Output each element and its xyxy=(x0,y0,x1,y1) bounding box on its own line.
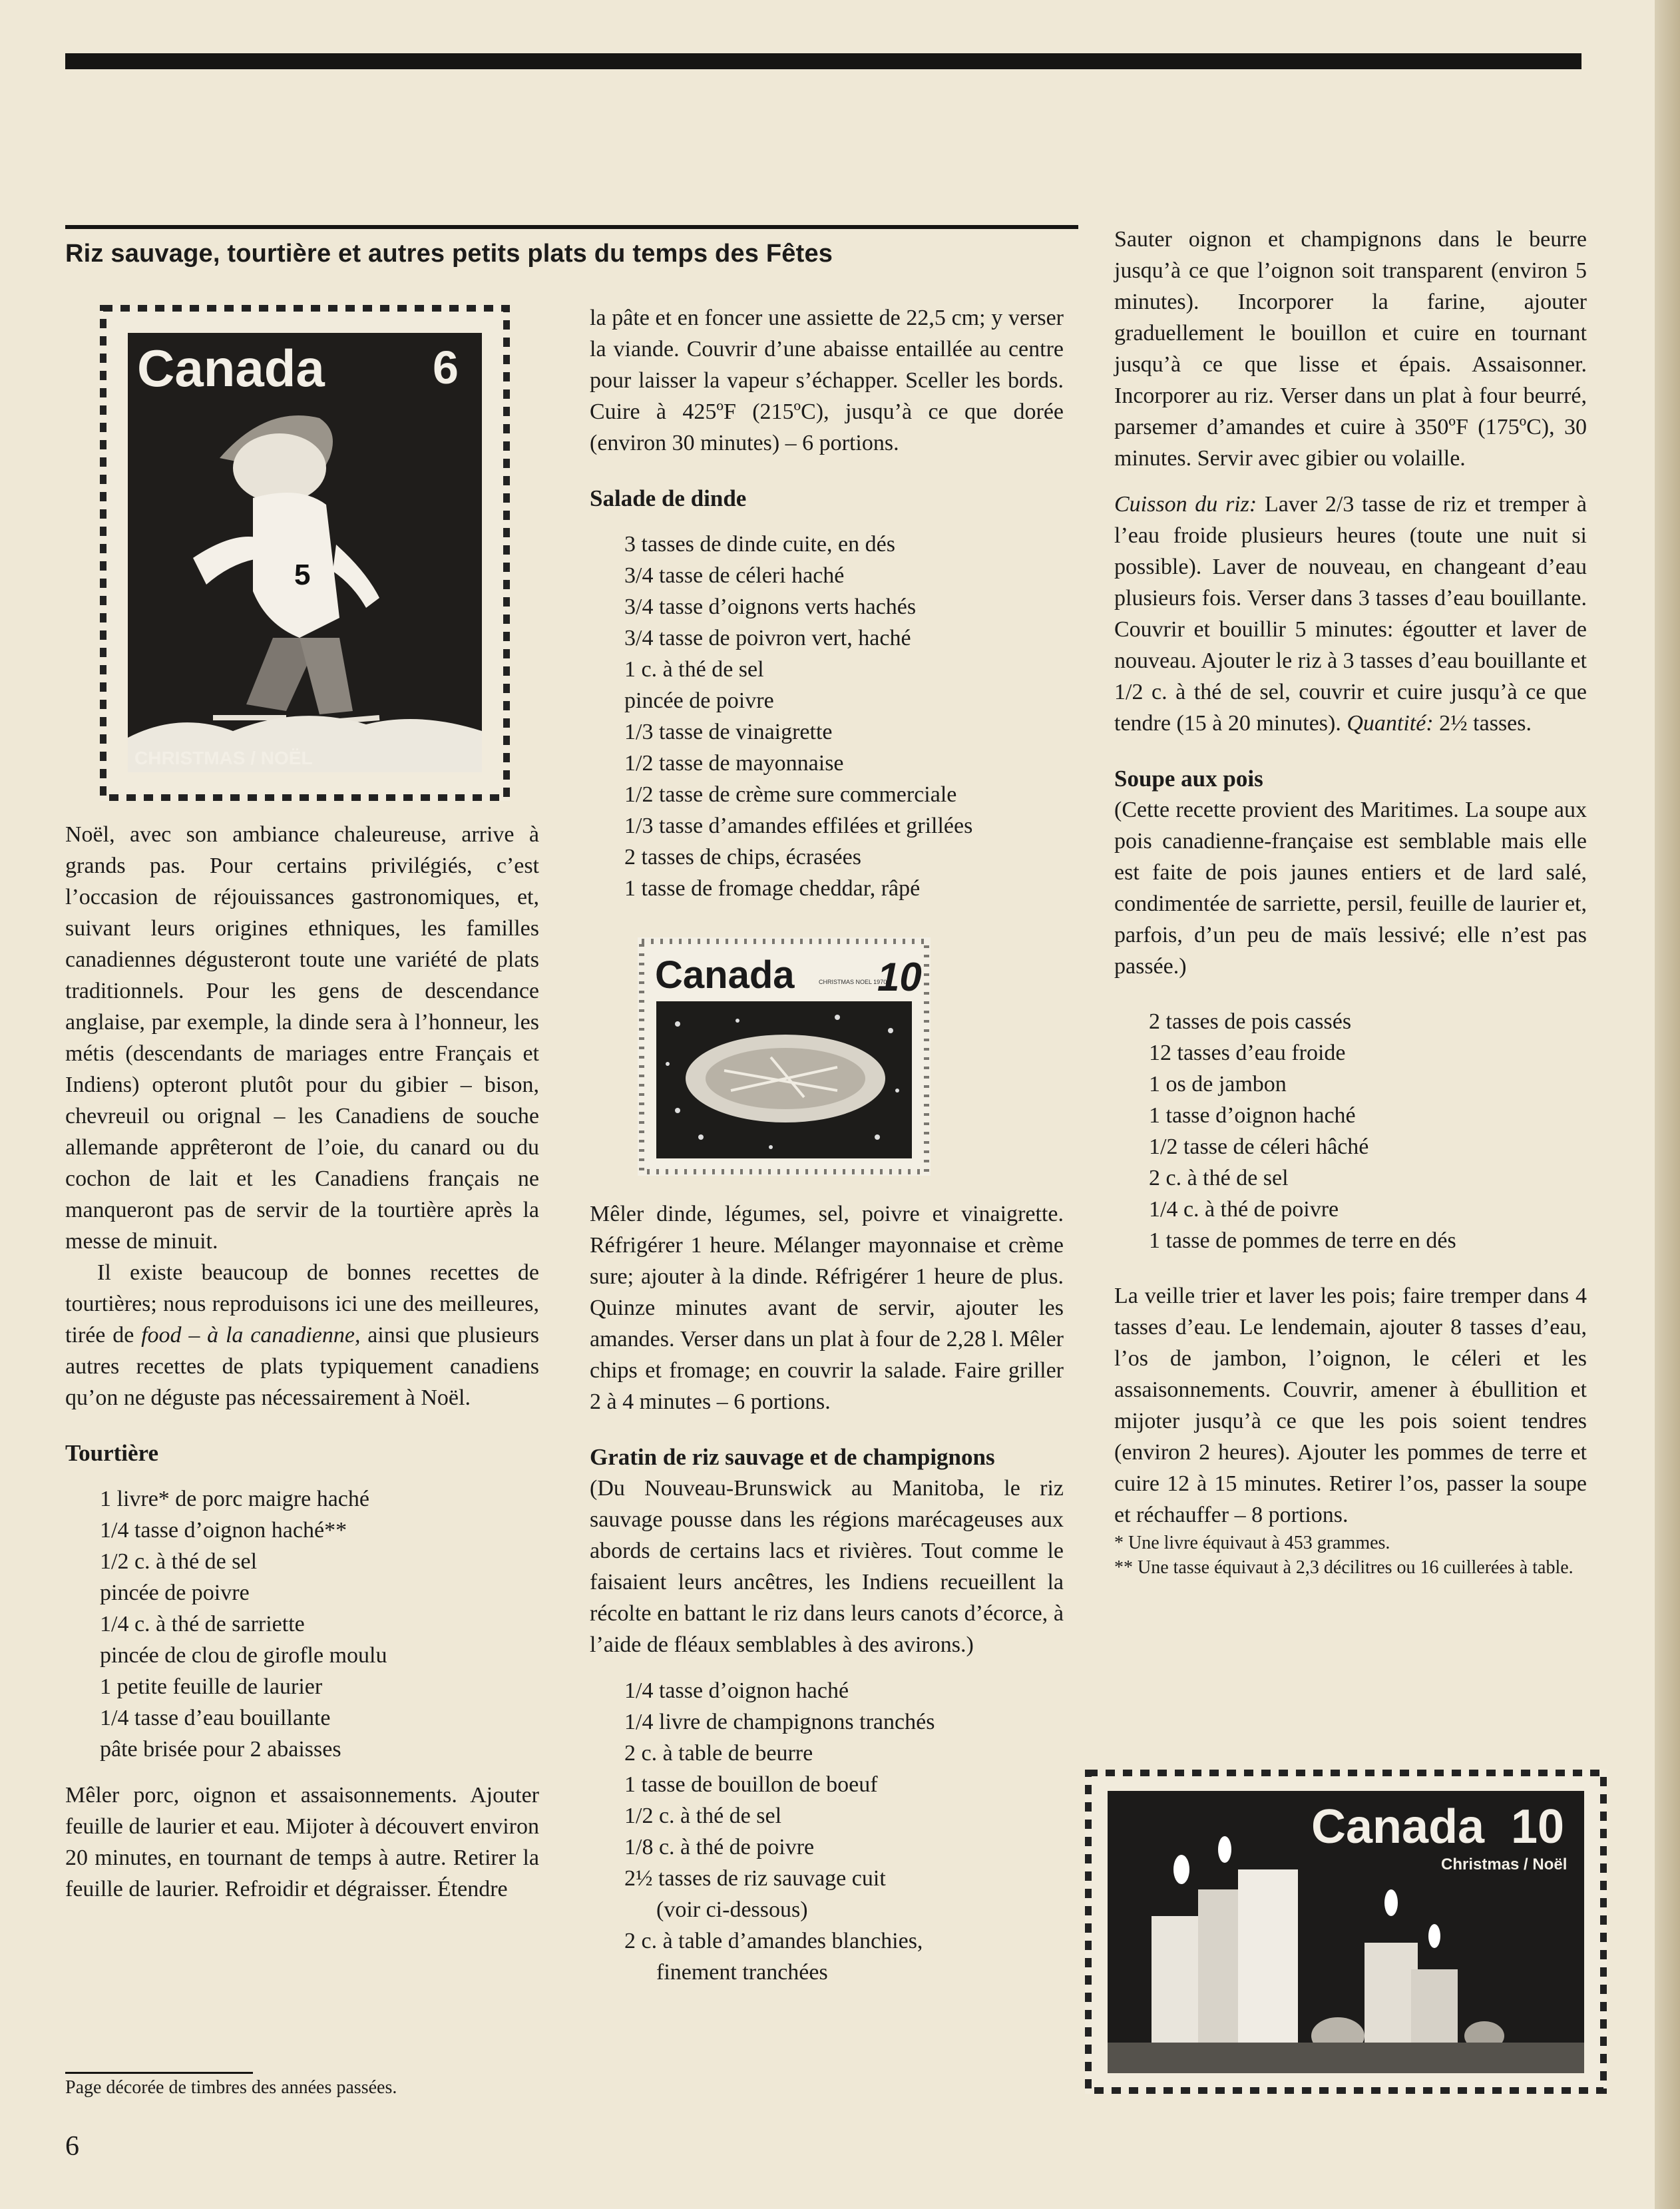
stamp2-value: 10 xyxy=(877,955,922,999)
list-item: pincée de clou de girofle moulu xyxy=(100,1643,387,1668)
soupe-heading: Soupe aux pois xyxy=(1114,766,1263,792)
tourtiere-method-2: la pâte et en foncer une assiette de 22,5 cm; y verser la viande. Couvrir d’une abaisse entaillée au centre pour laisser la vapeur s’échapper. Sceller les bords. Cuire à 425ºF (215ºC), jusqu’à ce que dorée (environ 30 minutes) – 6 portions. xyxy=(590,306,1064,455)
list-item: 3/4 tasse d’oignons verts hachés xyxy=(624,595,917,619)
stamp1-caption: CHRISTMAS / NOËL xyxy=(134,748,313,768)
stamp3-caption: Christmas / Noël xyxy=(1441,1855,1568,1873)
gratin-method: Sauter oignon et champignons dans le beurre jusqu’à ce que l’oignon soit transparent (environ 5 minutes). Incorporer la farine, ajouter graduellement le bouillon et cuire en tournant jusqu’à ce que lisse et épais. Assaisonner. Incorporer au riz. Verser dans un plat à four beurré, parsemer d’amandes et cuire à 350ºF (175ºC), 30 minutes. Servir avec gibier ou volaille. xyxy=(1114,227,1587,471)
salade-heading: Salade de dinde xyxy=(590,485,747,511)
top-rule xyxy=(65,53,1581,69)
list-item: 1 livre* de porc maigre haché xyxy=(100,1487,369,1511)
list-item: 1/4 livre de champignons tranchés xyxy=(624,1710,935,1734)
list-item: 1/8 c. à thé de poivre xyxy=(624,1835,815,1859)
gratin-heading: Gratin de riz sauvage et de champignons xyxy=(590,1444,995,1470)
title-rule xyxy=(65,225,1078,229)
article-title: Riz sauvage, tourtière et autres petits plats du temps des Fêtes xyxy=(65,240,833,268)
list-item: pâte brisée pour 2 abaisses xyxy=(100,1737,341,1762)
list-item: 2 c. à table d’amandes blanchies, xyxy=(624,1929,923,1953)
list-item: finement tranchées xyxy=(656,1960,828,1985)
list-item: 1 tasse d’oignon haché xyxy=(1149,1103,1356,1128)
list-item: pincée de poivre xyxy=(100,1581,250,1605)
list-item: 1/2 c. à thé de sel xyxy=(624,1804,782,1828)
footnotes xyxy=(1114,1531,1587,1580)
column-1 xyxy=(65,819,539,1905)
stamp1-country: Canada xyxy=(137,339,325,397)
list-item: 1/2 tasse de mayonnaise xyxy=(624,751,844,776)
stamp3-value: 10 xyxy=(1511,1800,1565,1853)
stamp2-caption: CHRISTMAS NOEL 1970 xyxy=(819,979,887,985)
list-item: 1 tasse de bouillon de boeuf xyxy=(624,1772,878,1797)
column-2 xyxy=(590,302,1064,904)
list-item: 1 c. à thé de sel xyxy=(624,657,764,682)
list-item: pincée de poivre xyxy=(624,688,774,713)
list-item: 2½ tasses de riz sauvage cuit xyxy=(624,1866,886,1891)
list-item: 12 tasses d’eau froide xyxy=(1149,1041,1346,1065)
stamp-skater-image xyxy=(100,305,510,801)
list-item: 3 tasses de dinde cuite, en dés xyxy=(624,532,895,557)
footnote-1: * Une livre équivaut à 453 grammes. xyxy=(1114,1533,1390,1553)
list-item: 1/4 c. à thé de poivre xyxy=(1149,1197,1339,1222)
list-item: 2 tasses de chips, écrasées xyxy=(624,845,861,869)
list-item: 1 os de jambon xyxy=(1149,1072,1287,1097)
list-item: 1/2 c. à thé de sel xyxy=(100,1549,258,1574)
stamp1-value: 6 xyxy=(433,342,459,393)
list-item: 1/3 tasse d’amandes effilées et grillées xyxy=(624,814,973,838)
list-item: 1/4 tasse d’eau bouillante xyxy=(100,1706,331,1730)
stamp-candles-image xyxy=(1085,1770,1607,2094)
cuisson-paragraph: Cuisson du riz: Laver 2/3 tasse de riz et tremper à l’eau froide plusieurs heures (toute une nuit si possible). Laver de nouveau, en changeant d’eau plusieurs fois. Verser dans 3 tasses d’eau bouillante. Couvrir et bouillir 5 minutes: égoutter et laver de nouveau. Ajouter le riz à 3 tasses d’eau bouillante et 1/2 c. à thé de sel, couvrir et cuire jusqu’à ce que tendre (15 à 20 minutes). Quantité: 2½ tasses. xyxy=(1114,492,1587,736)
gratin-ingredients xyxy=(590,1675,1064,1988)
stamp1-bib: 5 xyxy=(294,559,311,591)
list-item: 1/2 tasse de crème sure commerciale xyxy=(624,782,957,807)
list-item: 2 tasses de pois cassés xyxy=(1149,1009,1352,1034)
page-number: 6 xyxy=(65,2131,79,2162)
tourtiere-heading: Tourtière xyxy=(65,1440,158,1466)
gratin-intro: (Du Nouveau-Brunswick au Manitoba, le riz sauvage pousse dans les régions marécageuses aux abords de certains lacs et rivières. Tout comme le faisaient leurs ancêtres, les Indiens recueillent la récolte en battant le riz dans leurs canots d’écorce, à l’aide de fléaux semblables à des avirons.) xyxy=(590,1476,1064,1657)
tourtiere-method-1: Mêler porc, oignon et assaisonnements. Ajouter feuille de laurier et eau. Mijoter à découvert environ 20 minutes, en tournant de temps à autre. Retirer la feuille de laurier. Refroidir et dégraisser. Étendre xyxy=(65,1783,539,1901)
intro-paragraph-2: Il existe beaucoup de bonnes recettes de tourtières; nous reproduisons ici une des meilleures, tirée de food – à la canadienne, ainsi que plusieurs autres recettes de plats typiquement canadiens qu’on ne déguste pas nécessairement à Noël. xyxy=(65,1260,539,1410)
intro-paragraph-1: Noël, avec son ambiance chaleureuse, arrive à grands pas. Pour certains privilégiés, c’est l’occasion de réjouissances gastronomiques, et, suivant leurs origines ethniques, les familles canadiennes dégusteront toute une variété de plats traditionnels. Pour les gens de descendance anglaise, par exemple, la dinde sera à l’honneur, les métis (descendants de mariages entre Français et Indiens) opteront plutôt pour du gibier – bison, chevreuil ou orignal – les Canadiens de souche allemande apprêteront de l’oie, du canard ou du cochon de lait et les Canadiens français ne manqueront pas de servir de la tourtière après la messe de minuit. xyxy=(65,822,539,1254)
list-item: 1/4 c. à thé de sarriette xyxy=(100,1612,305,1636)
page-caption: Page décorée de timbres des années passées. xyxy=(65,2077,397,2098)
soupe-method: La veille trier et laver les pois; faire tremper dans 4 tasses d’eau. Le lendemain, ajouter 8 tasses d’eau, l’os de jambon, l’oignon, le céleri et les assaisonnements. Couvrir, amener à ébullition et mijoter jusqu’à ce que les pois soient tendres (environ 2 heures). Ajouter les pommes de terre et cuire 12 à 15 minutes. Retirer l’os, passer la soupe et réchauffer – 8 portions. xyxy=(1114,1284,1587,1527)
page-edge xyxy=(1655,0,1680,2209)
salade-ingredients xyxy=(590,529,1064,904)
list-item: 1 petite feuille de laurier xyxy=(100,1674,323,1699)
column-3 xyxy=(1114,224,1587,1580)
tourtiere-ingredients xyxy=(65,1483,539,1765)
list-item: (voir ci-dessous) xyxy=(656,1897,808,1922)
list-item: 2 c. à table de beurre xyxy=(624,1741,813,1766)
list-item: 1/4 tasse d’oignon haché** xyxy=(100,1518,347,1543)
soupe-ingredients xyxy=(1114,1006,1587,1256)
column-2-lower xyxy=(590,1198,1064,1988)
list-item: 3/4 tasse de céleri haché xyxy=(624,563,845,588)
list-item: 1 tasse de fromage cheddar, râpé xyxy=(624,876,921,901)
list-item: 1/2 tasse de céleri hâché xyxy=(1149,1134,1369,1159)
soupe-intro: (Cette recette provient des Maritimes. La soupe aux pois canadienne-française est semblable mais elle est faite de pois jaunes entiers et de lard salé, condimentée de sarriette, persil, feuille de laurier et, parfois, d’un peu de maïs lessivé; elle n’est pas passée.) xyxy=(1114,798,1587,979)
stamp3-country: Canada xyxy=(1311,1800,1485,1853)
caption-rule xyxy=(65,2072,253,2074)
list-item: 1/4 tasse d’oignon haché xyxy=(624,1678,849,1703)
list-item: 2 c. à thé de sel xyxy=(1149,1166,1289,1190)
stamp-cradle-image xyxy=(638,937,931,1176)
list-item: 1/3 tasse de vinaigrette xyxy=(624,720,833,744)
list-item: 1 tasse de pommes de terre en dés xyxy=(1149,1228,1456,1253)
footnote-2: ** Une tasse équivaut à 2,3 décilitres ou 16 cuillerées à table. xyxy=(1114,1557,1574,1578)
list-item: 3/4 tasse de poivron vert, haché xyxy=(624,626,911,650)
salade-method: Mêler dinde, légumes, sel, poivre et vinaigrette. Réfrigérer 1 heure. Mélanger mayonnaise et crème sure; ajouter à la dinde. Réfrigérer 1 heure de plus. Quinze minutes avant de servir, ajouter les amandes. Verser dans un plat à four de 2,28 l. Mêler chips et fromage; en couvrir la salade. Faire griller 2 à 4 minutes – 6 portions. xyxy=(590,1202,1064,1414)
stamp2-country: Canada xyxy=(655,953,795,997)
